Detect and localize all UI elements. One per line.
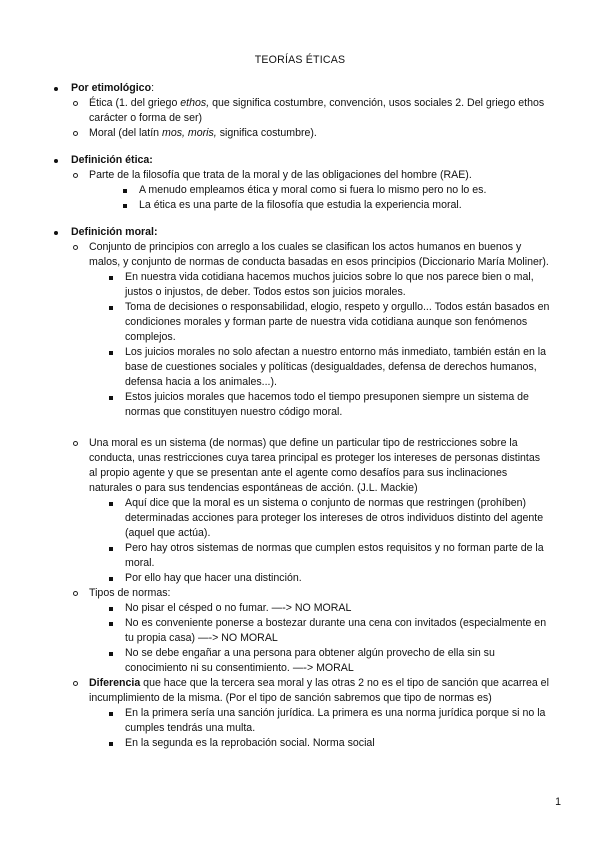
- page-title: TEORÍAS ÉTICAS: [254, 54, 346, 66]
- section-moral: [50, 225, 550, 751]
- list-item: En la primera sería una sanción jurídica. La primera es una norma jurídica porque si no la cumples tendrás una multa.: [107, 706, 550, 736]
- etymology-label: Por etimológico: [71, 82, 152, 94]
- etymology-heading: Por etimológico: Ética (1. del griego ethos, que significa costumbre, convención, usos sociales 2. Del griego ethos carácter o forma de ser) Moral (del latín mos, moris, significa costumbre).: [50, 81, 550, 141]
- list-item: A menudo empleamos ética y moral como si fuera lo mismo pero no lo es.: [121, 183, 550, 198]
- list-item: Los juicios morales no solo afectan a nuestro entorno más inmediato, también están en la base de cuestiones sociales y políticas (desigualdades, defensa de derechos humanos, defensa hacia a los animales...).: [107, 345, 550, 390]
- moral-label: Definición moral:: [71, 226, 158, 238]
- list-item: No se debe engañar a una persona para obtener algún provecho de ella sin su conocimiento ni su consentimiento. —-> MORAL: [107, 646, 550, 676]
- moral-list: [71, 240, 550, 751]
- section-ethics: [50, 153, 550, 213]
- ethics-heading: [50, 153, 550, 213]
- ethics-sublist: [89, 183, 550, 213]
- moral-heading: [50, 225, 550, 751]
- list-item: Estos juicios morales que hacemos todo el tiempo presuponen siempre un sistema de normas que constituyen nuestro código moral.: [107, 390, 550, 420]
- list-item: Parte de la filosofía que trata de la moral y de las obligaciones del hombre (RAE). A menudo empleamos ética y moral como si fuera lo mismo pero no lo es. La ética es una parte de la filosofía que estudia la experiencia moral.: [71, 168, 550, 213]
- ethics-list: [71, 168, 550, 213]
- page-number: 1: [555, 796, 561, 808]
- moral-item4-sublist: [89, 706, 550, 751]
- list-item: Ética (1. del griego ethos, que significa costumbre, convención, usos sociales 2. Del griego ethos carácter o forma de ser): [71, 96, 550, 126]
- list-item: En nuestra vida cotidiana hacemos muchos juicios sobre lo que nos parece bien o mal, justos o injustos, de deber. Todos estos son juicios morales.: [107, 270, 550, 300]
- list-item: Tipos de normas: No pisar el césped o no fumar. —-> NO MORAL No es conveniente ponerse a bostezar durante una cena con invitados (especialmente en tu propia casa) —-> NO MORAL No se debe engañar a una persona para obtener algún provecho de ella sin su conocimiento ni su consentimiento. —-> MORAL: [71, 586, 550, 676]
- list-item: Aquí dice que la moral es un sistema o conjunto de normas que restringen (prohíben) determinadas acciones para proteger los intereses de otros individuos distinto del agente (aquel que actúa).: [107, 496, 550, 541]
- list-item: Por ello hay que hacer una distinción.: [107, 571, 550, 586]
- list-item: Una moral es un sistema (de normas) que define un particular tipo de restricciones sobre la conducta, unas restricciones cuya tarea principal es proteger los intereses de personas distintas al propio agente y que se presentan ante el agente como desafíos para sus inclinaciones naturales o para sus tendencias espontáneas de acción. (J.L. Mackie) Aquí dice que la moral es un sistema o conjunto de normas que restringen (prohíben) determinadas acciones para proteger los intereses de otros individuos distinto del agente (aquel que actúa). Pero hay otros sistemas de normas que cumplen estos requisitos y no forman parte de la moral. Por ello hay que hacer una distinción.: [71, 436, 550, 586]
- moral-item1-sublist: [89, 270, 550, 420]
- list-item: En la segunda es la reprobación social. Norma social: [107, 736, 550, 751]
- list-item: No pisar el césped o no fumar. —-> NO MORAL: [107, 601, 550, 616]
- etymology-list: [71, 96, 550, 141]
- list-item: Diferencia que hace que la tercera sea moral y las otras 2 no es el tipo de sanción que acarrea el incumplimiento de la misma. (Por el tipo de sanción sabremos que tipo de normas es) En la primera sería una sanción jurídica. La primera es una norma jurídica porque si no la cumples tendrás una multa. En la segunda es la reprobación social. Norma social: [71, 676, 550, 751]
- list-item: La ética es una parte de la filosofía que estudia la experiencia moral.: [121, 198, 550, 213]
- moral-item3-sublist: [89, 601, 550, 676]
- moral-item2-sublist: [89, 496, 550, 586]
- list-item: Conjunto de principios con arreglo a los cuales se clasifican los actos humanos en buenos y malos, y conjunto de normas de conducta basadas en esos principios (Diccionario María Moliner). En nuestra vida cotidiana hacemos muchos juicios sobre lo que nos parece bien o mal, justos o injustos, de deber. Todos estos son juicios morales. Toma de decisiones o responsabilidad, elogio, respeto y orgullo... Todos están basados en condiciones morales y forman parte de nuestra vida cotidiana aunque son fenómenos complejos. Los juicios morales no solo afectan a nuestro entorno más inmediato, también están en la base de cuestiones sociales y políticas (desigualdades, defensa de derechos humanos, defensa hacia a los animales...). Estos juicios morales que hacemos todo el tiempo presuponen siempre un sistema de normas que constituyen nuestro código moral.: [71, 240, 550, 420]
- list-item: Toma de decisiones o responsabilidad, elogio, respeto y orgullo... Todos están basados en condiciones morales y forman parte de nuestra vida cotidiana aunque son fenómenos complejos.: [107, 300, 550, 345]
- ethics-label: Definición ética:: [71, 154, 153, 166]
- list-item: Pero hay otros sistemas de normas que cumplen estos requisitos y no forman parte de la moral.: [107, 541, 550, 571]
- section-etymology: [50, 81, 550, 141]
- list-item: Moral (del latín mos, moris, significa costumbre).: [71, 126, 550, 141]
- list-item: No es conveniente ponerse a bostezar durante una cena con invitados (especialmente en tu propia casa) —-> NO MORAL: [107, 616, 550, 646]
